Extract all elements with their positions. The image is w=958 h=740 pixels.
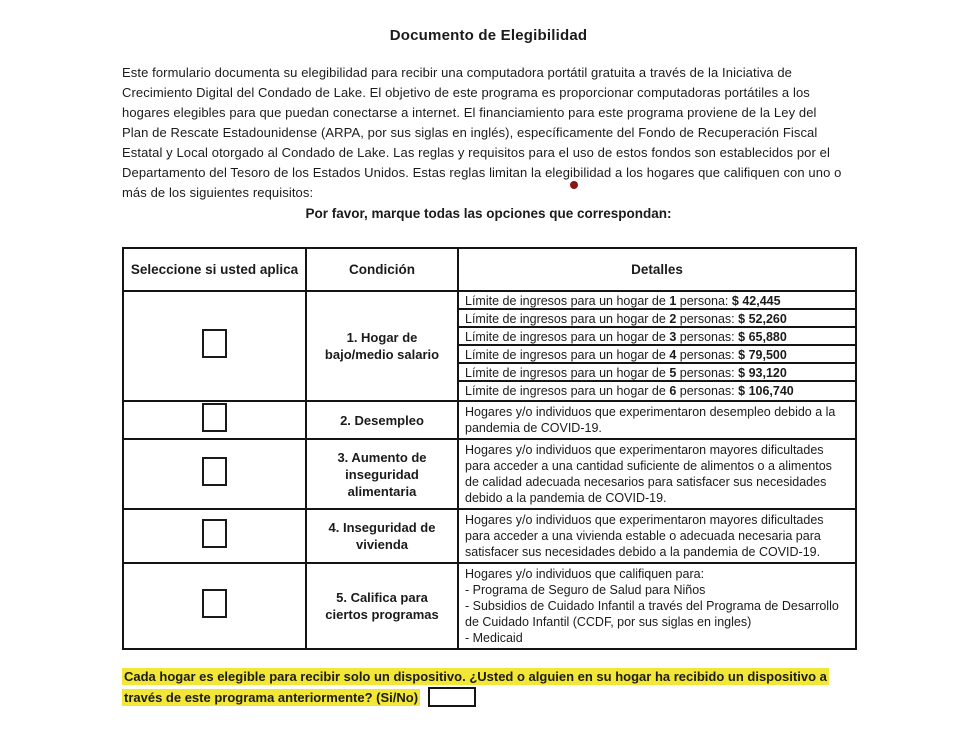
device-question-text: Cada hogar es elegible para recibir solo un dispositivo. ¿Usted o alguien en su hogar ha recibido un dispositivo a través de este programa anteriormente? (Si/No) [124, 669, 827, 705]
table-header-row [123, 248, 856, 291]
column-header-condition: Condición [306, 248, 458, 291]
program-detail-line-4: - Medicaid [465, 631, 523, 645]
income-limit-row-1: Límite de ingresos para un hogar de 1 persona: $ 42,445 [459, 292, 855, 310]
income-limit-row-2: Límite de ingresos para un hogar de 2 personas: $ 52,260 [459, 310, 855, 328]
select-cell-food-insecurity [123, 439, 306, 509]
select-cell-income [123, 291, 306, 401]
income-limit-row-4: Límite de ingresos para un hogar de 4 personas: $ 79,500 [459, 346, 855, 364]
checkbox-housing-insecurity[interactable] [202, 519, 227, 548]
instruction-text: Por favor, marque todas las opciones que correspondan: [305, 206, 672, 221]
table-row-housing-insecurity [123, 509, 856, 563]
income-limit-row-6: Límite de ingresos para un hogar de 6 personas: $ 106,740 [465, 384, 794, 398]
checkbox-program-qualification[interactable] [202, 589, 227, 618]
details-cell-income [458, 291, 856, 401]
table-row-program-qualification [123, 563, 856, 649]
condition-label-program-qualification: 5. Califica para ciertos programas [306, 563, 458, 649]
table-row-food-insecurity [123, 439, 856, 509]
details-cell-food-insecurity: Hogares y/o individuos que experimentaron mayores dificultades para acceder a una cantidad suficiente de alimentos o a alimentos de calidad adecuada necesarios para satisfacer sus necesidades debido a la pandemia de COVID-19. [458, 439, 856, 509]
column-header-select: Seleccione si usted aplica [123, 248, 306, 291]
income-limit-row-3: Límite de ingresos para un hogar de 3 personas: $ 65,880 [459, 328, 855, 346]
table-row-income [123, 291, 856, 401]
program-detail-line-3: - Subsidios de Cuidado Infantil a través del Programa de Desarrollo de Cuidado Infantil (CCDF, por sus siglas en ingles) [465, 599, 839, 629]
page-title: Documento de Elegibilidad [389, 27, 588, 44]
program-detail-line-1: Hogares y/o individuos que califiquen para: [465, 567, 705, 581]
intro-paragraph: Este formulario documenta su elegibilidad para recibir una computadora portátil gratuita a través de la Iniciativa de Crecimiento Digital del Condado de Lake. El objetivo de este programa es proporcionar computadoras portátiles a los hogares elegibles para que puedan conectarse a internet. El financiamiento para este programa proviene de la Ley del Plan de Rescate Estadounidense (ARPA, por sus siglas en inglés), específicamente del Fondo de Recuperación Fiscal Estatal y Local otorgado al Condado de Lake. Las reglas y requisitos para el uso de estos fondos son establecidos por el Departamento del Tesoro de los Estados Unidos. Estas reglas limitan la elegibilidad a los hogares que califiquen con uno o más de los siguientes requisitos: [122, 65, 842, 200]
checkbox-food-insecurity[interactable] [202, 457, 227, 486]
program-detail-line-2: - Programa de Seguro de Salud para Niños [465, 583, 706, 597]
income-limit-row-5: Límite de ingresos para un hogar de 5 personas: $ 93,120 [459, 364, 855, 382]
checkbox-income[interactable] [202, 329, 227, 358]
condition-label-income: 1. Hogar de bajo/medio salario [306, 291, 458, 401]
select-cell-unemployment [123, 401, 306, 439]
column-header-details: Detalles [458, 248, 856, 291]
details-cell-housing-insecurity: Hogares y/o individuos que experimentaron mayores dificultades para acceder a una vivienda estable o adecuada necesaria para satisfacer sus necesidades debido a la pandemia de COVID-19. [458, 509, 856, 563]
condition-label-food-insecurity: 3. Aumento de inseguridad alimentaria [306, 439, 458, 509]
condition-label-unemployment: 2. Desempleo [306, 401, 458, 439]
red-dot-annotation [570, 181, 578, 189]
eligibility-table [122, 247, 857, 650]
details-cell-program-qualification [458, 563, 856, 649]
answer-input-box[interactable] [428, 687, 476, 707]
checkbox-unemployment[interactable] [202, 403, 227, 432]
select-cell-program-qualification [123, 563, 306, 649]
details-cell-unemployment: Hogares y/o individuos que experimentaron desempleo debido a la pandemia de COVID-19. [458, 401, 856, 439]
table-row-unemployment [123, 401, 856, 439]
condition-label-housing-insecurity: 4. Inseguridad de vivienda [306, 509, 458, 563]
select-cell-housing-insecurity [123, 509, 306, 563]
device-question [122, 666, 852, 708]
